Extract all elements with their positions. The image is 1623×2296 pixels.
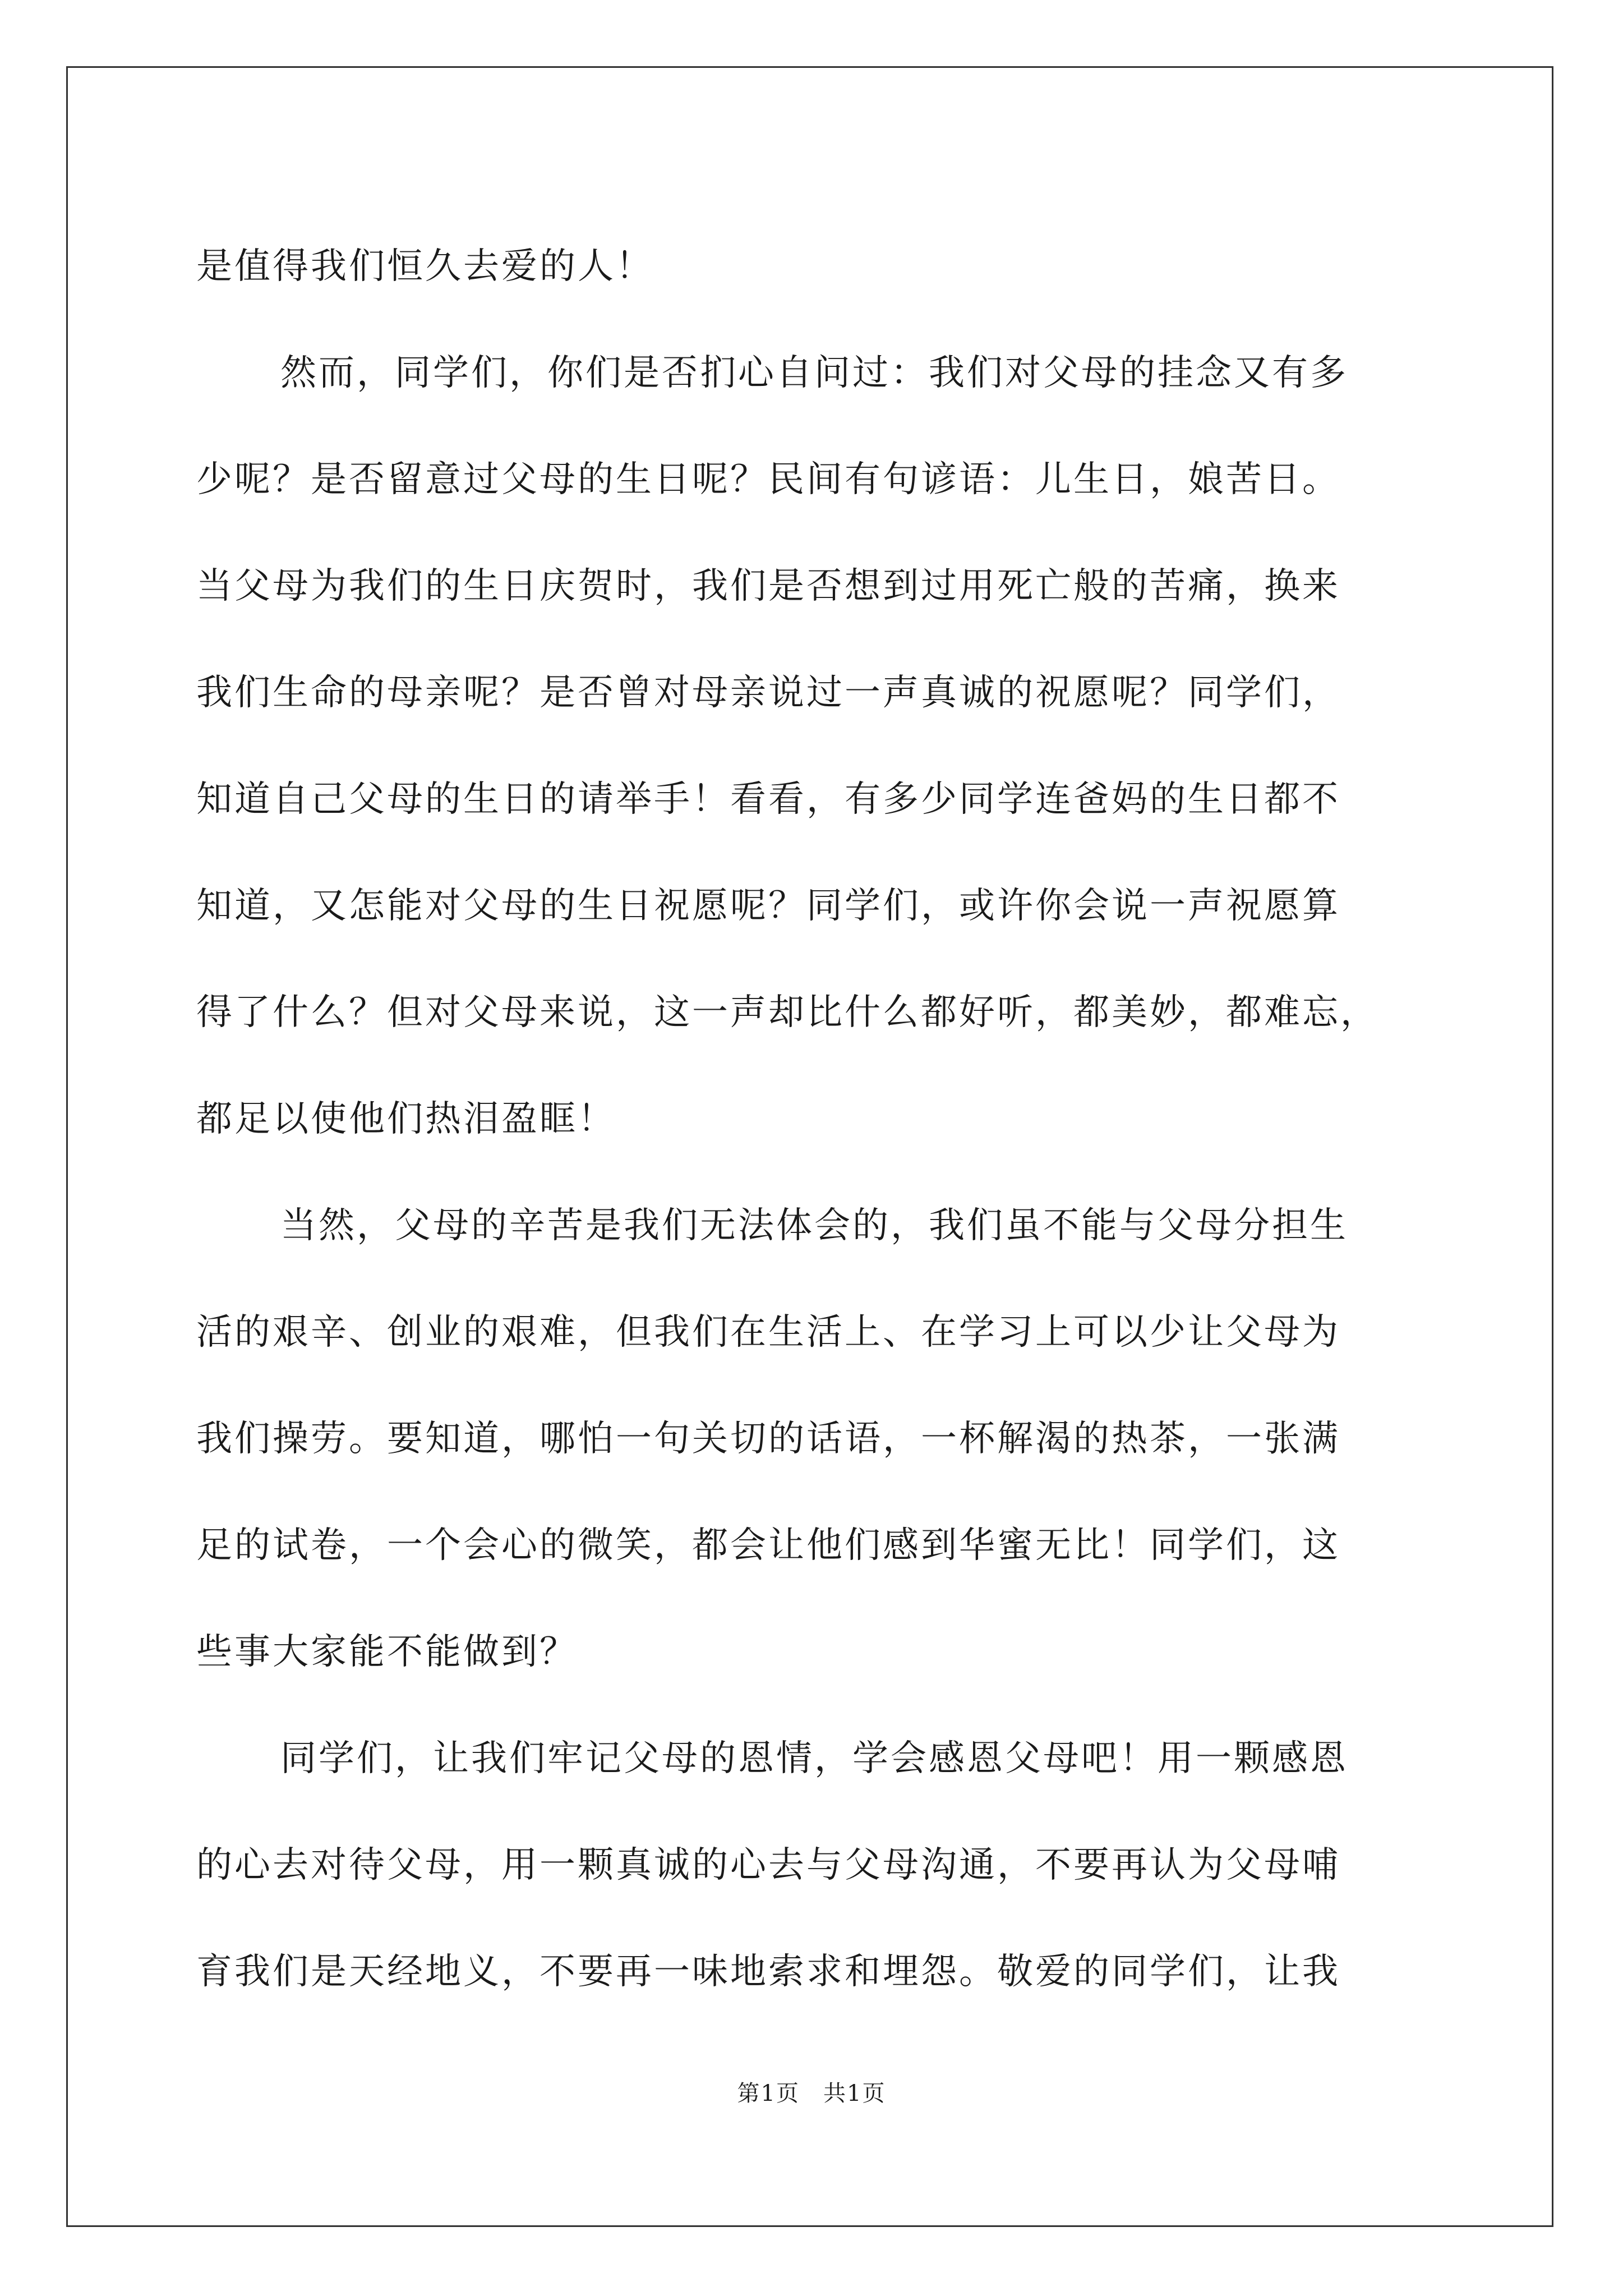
text-line: 的心去对待父母，用一颗真诚的心去与父母沟通，不要再认为父母哺	[196, 1844, 1340, 1886]
text-line: 少呢？是否留意过父母的生日呢？民间有句谚语：儿生日，娘苦日。	[196, 459, 1340, 500]
text-line: 知道自己父母的生日的请举手！看看，有多少同学连爸妈的生日都不	[196, 779, 1340, 820]
text-line: 我们生命的母亲呢？是否曾对母亲说过一声真诚的祝愿呢？同学们，	[196, 672, 1340, 714]
text-line: 育我们是天经地义，不要再一味地索求和埋怨。敬爱的同学们，让我	[196, 1951, 1340, 1993]
text-line: 知道，又怎能对父母的生日祝愿呢？同学们，或许你会说一声祝愿算	[196, 885, 1340, 927]
page-footer: 第1页 共1页	[737, 2081, 886, 2106]
text-line: 是值得我们恒久去爱的人！	[196, 246, 654, 287]
text-line: 同学们，让我们牢记父母的恩情，学会感恩父母吧！用一颗感恩	[280, 1738, 1348, 1779]
text-line: 活的艰辛、创业的艰难，但我们在生活上、在学习上可以少让父母为	[196, 1312, 1340, 1353]
text-line: 都足以使他们热泪盈眶！	[196, 1098, 616, 1140]
text-line: 得了什么？但对父母来说，这一声却比什么都好听，都美妙，都难忘，	[196, 992, 1378, 1033]
text-line: 当然，父母的辛苦是我们无法体会的，我们虽不能与父母分担生	[280, 1205, 1348, 1246]
text-line: 足的试卷，一个会心的微笑，都会让他们感到华蜜无比！同学们，这	[196, 1525, 1340, 1566]
text-line: 些事大家能不能做到？	[196, 1631, 578, 1673]
document-body	[196, 213, 1458, 2025]
text-line: 然而，同学们，你们是否扪心自问过：我们对父母的挂念又有多	[280, 352, 1348, 394]
text-line: 我们操劳。要知道，哪怕一句关切的话语，一杯解渴的热茶，一张满	[196, 1418, 1340, 1460]
text-line: 当父母为我们的生日庆贺时，我们是否想到过用死亡般的苦痛，换来	[196, 565, 1340, 607]
